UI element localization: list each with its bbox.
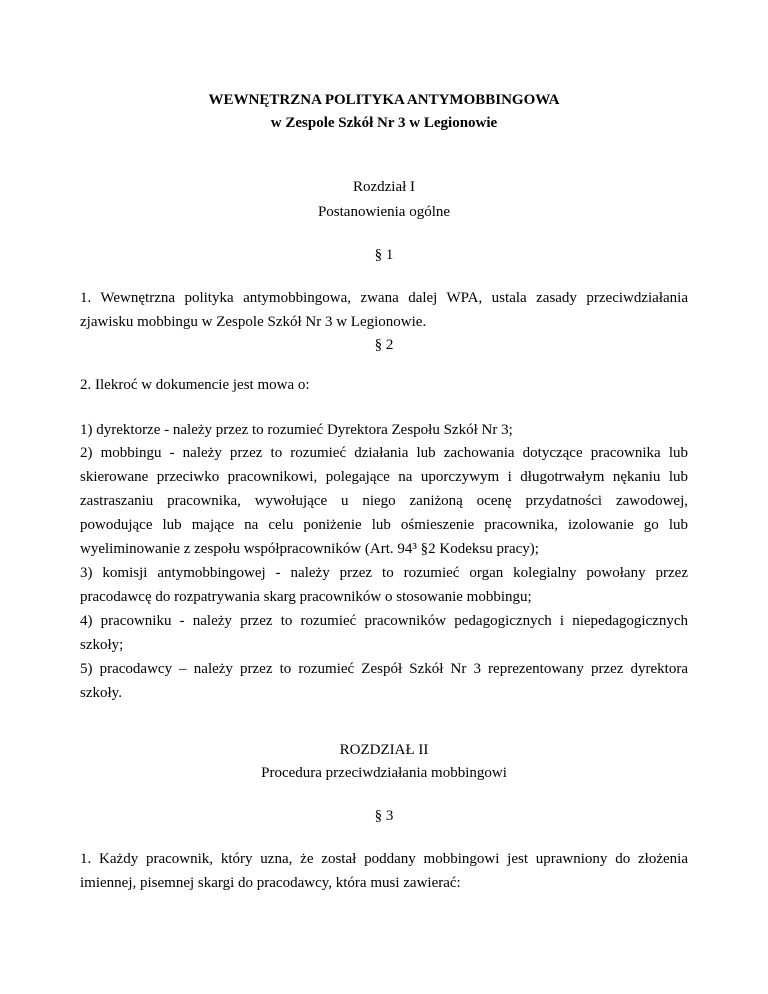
section-1-paragraph-line: zjawisku mobbingu w Zespole Szkół Nr 3 w Legionowie. [80,314,427,330]
definition-item-4-line: szkoły; [80,637,124,653]
chapter-2-subheading: Procedura przeciwdziałania mobbingowi [261,765,507,781]
section-3-paragraph-line: 1. Każdy pracownik, który uzna, że został poddany mobbingowi jest uprawniony do złożenia [80,851,688,867]
section-1-paragraph-line: 1. Wewnętrzna polityka antymobbingowa, zwana dalej WPA, ustala zasady przeciwdziałania [80,290,688,306]
definition-item-4-line: 4) pracowniku - należy przez to rozumieć pracowników pedagogicznych i niepedagogicznych [80,613,688,629]
chapter-2-heading: ROZDZIAŁ II [339,742,429,758]
definition-item-3-line: pracodawcę do rozpatrywania skarg pracowników o stosowanie mobbingu; [80,589,532,605]
definition-item-2-line: skierowane przeciwko pracownikowi, polegające na uporczywym i długotrwałym nękaniu lub [80,469,688,485]
definition-item-5-line: 5) pracodawcy – należy przez to rozumieć Zespół Szkół Nr 3 reprezentowany przez dyrektora [80,661,688,677]
definition-item-5-line: szkoły. [80,685,122,701]
chapter-1-heading: Rozdział I [352,179,416,195]
document-title: WEWNĘTRZNA POLITYKA ANTYMOBBINGOWA [208,92,560,108]
section-3-sign: § 3 [374,808,394,824]
section-3-paragraph-line: imiennej, pisemnej skargi do pracodawcy, która musi zawierać: [80,875,461,891]
definition-item-2-line: powodujące lub mające na celu poniżenie lub ośmieszenie pracownika, izolowanie go lub [80,517,688,533]
document-subtitle: w Zespole Szkół Nr 3 w Legionowie [270,115,498,131]
definition-item-1: 1) dyrektorze - należy przez to rozumieć Dyrektora Zespołu Szkół Nr 3; [80,422,513,438]
section-2-sign: § 2 [374,337,394,353]
definition-item-2-line: 2) mobbingu - należy przez to rozumieć działania lub zachowania dotyczące pracownika lub [80,445,688,461]
definition-item-2-line: zastraszaniu pracownika, wywołujące u niego zaniżoną ocenę przydatności zawodowej, [80,493,688,509]
definition-item-2-line: wyeliminowanie z zespołu współpracowników (Art. 94³ §2 Kodeksu pracy); [80,541,539,557]
chapter-1-subheading: Postanowienia ogólne [317,204,451,220]
definition-item-3-line: 3) komisji antymobbingowej - należy przez to rozumieć organ kolegialny powołany przez [80,565,688,581]
section-1-sign: § 1 [374,247,394,263]
section-2-intro: 2. Ilekroć w dokumencie jest mowa o: [80,377,310,393]
